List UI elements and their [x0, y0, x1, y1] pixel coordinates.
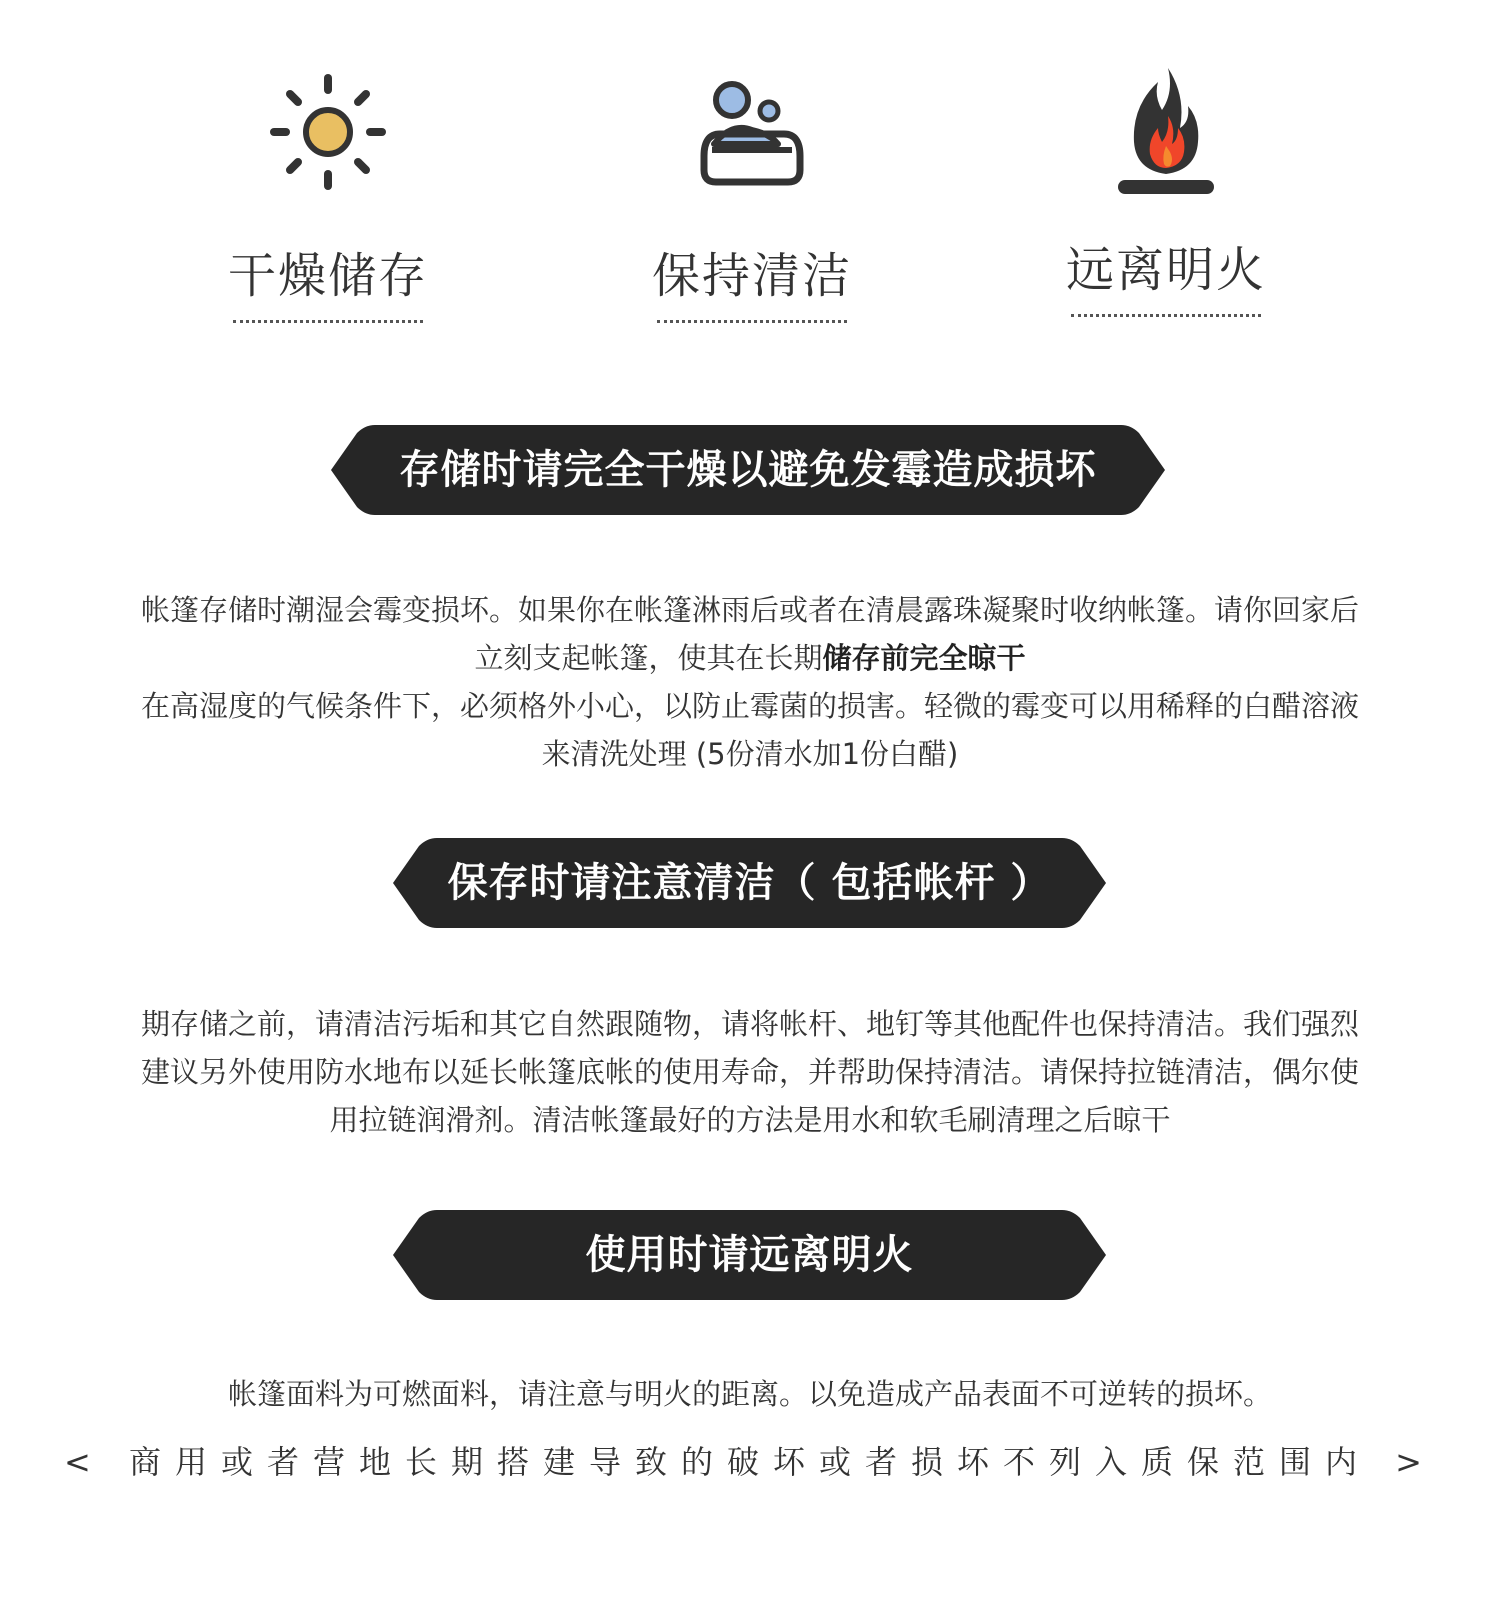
section-heading-banner [393, 1210, 1106, 1300]
section-paragraph [60, 586, 1440, 778]
sun-icon [266, 70, 390, 194]
paragraph-text: 立刻支起帐篷，使其在长期 [474, 641, 823, 675]
section-heading-banner [331, 425, 1165, 515]
section-heading-banner [393, 838, 1106, 928]
paragraph-line [60, 634, 1440, 682]
paragraph-line: 建议另外使用防水地布以延长帐篷底帐的使用寿命，并帮助保持清洁。请保持拉链清洁，偶尔使 [140, 1055, 1359, 1089]
feature-keep-away-fire [1036, 62, 1296, 317]
dotted-divider [233, 320, 423, 323]
section-paragraph [60, 1000, 1440, 1144]
feature-label: 干燥储存 [228, 248, 429, 304]
section-heading: 保存时请注意清洁（ 包括帐杆 ） [447, 860, 1052, 906]
feature-dry-storage [198, 70, 458, 323]
paragraph-line: 用拉链润滑剂。清洁帐篷最好的方法是用水和软毛刷清理之后晾干 [329, 1103, 1171, 1137]
feature-label: 远离明火 [1066, 242, 1267, 298]
dotted-divider [657, 320, 847, 323]
emphasis-text: 储存前完全晾干 [822, 641, 1026, 675]
clean-icon [690, 70, 814, 194]
paragraph-line: 来清洗处理 (5份清水加1份白醋) [541, 737, 959, 771]
paragraph-line: 帐篷面料为可燃面料，请注意与明火的距离。以免造成产品表面不可逆转的损坏。 [227, 1377, 1272, 1411]
section-heading: 存储时请完全干燥以避免发霉造成损坏 [399, 447, 1097, 493]
warranty-notice: < 商用或者营地长期搭建导致的破坏或者损坏不列入质保范围内 > [64, 1443, 1436, 1481]
paragraph-line: 在高湿度的气候条件下，必须格外小心，以防止霉菌的损害。轻微的霉变可以用稀释的白醋溶液 [140, 689, 1359, 723]
paragraph-line: 帐篷存储时潮湿会霉变损坏。如果你在帐篷淋雨后或者在清晨露珠凝聚时收纳帐篷。请你回家后 [140, 593, 1359, 627]
dotted-divider [1071, 314, 1261, 317]
paragraph-line: 期存储之前，请清洁污垢和其它自然跟随物，请将帐杆、地钉等其他配件也保持清洁。我们强烈 [140, 1007, 1359, 1041]
section-paragraph [60, 1370, 1440, 1418]
feature-keep-clean [622, 70, 882, 323]
fire-icon [1104, 62, 1228, 198]
feature-label: 保持清洁 [652, 248, 853, 304]
section-heading: 使用时请远离明火 [585, 1232, 914, 1278]
